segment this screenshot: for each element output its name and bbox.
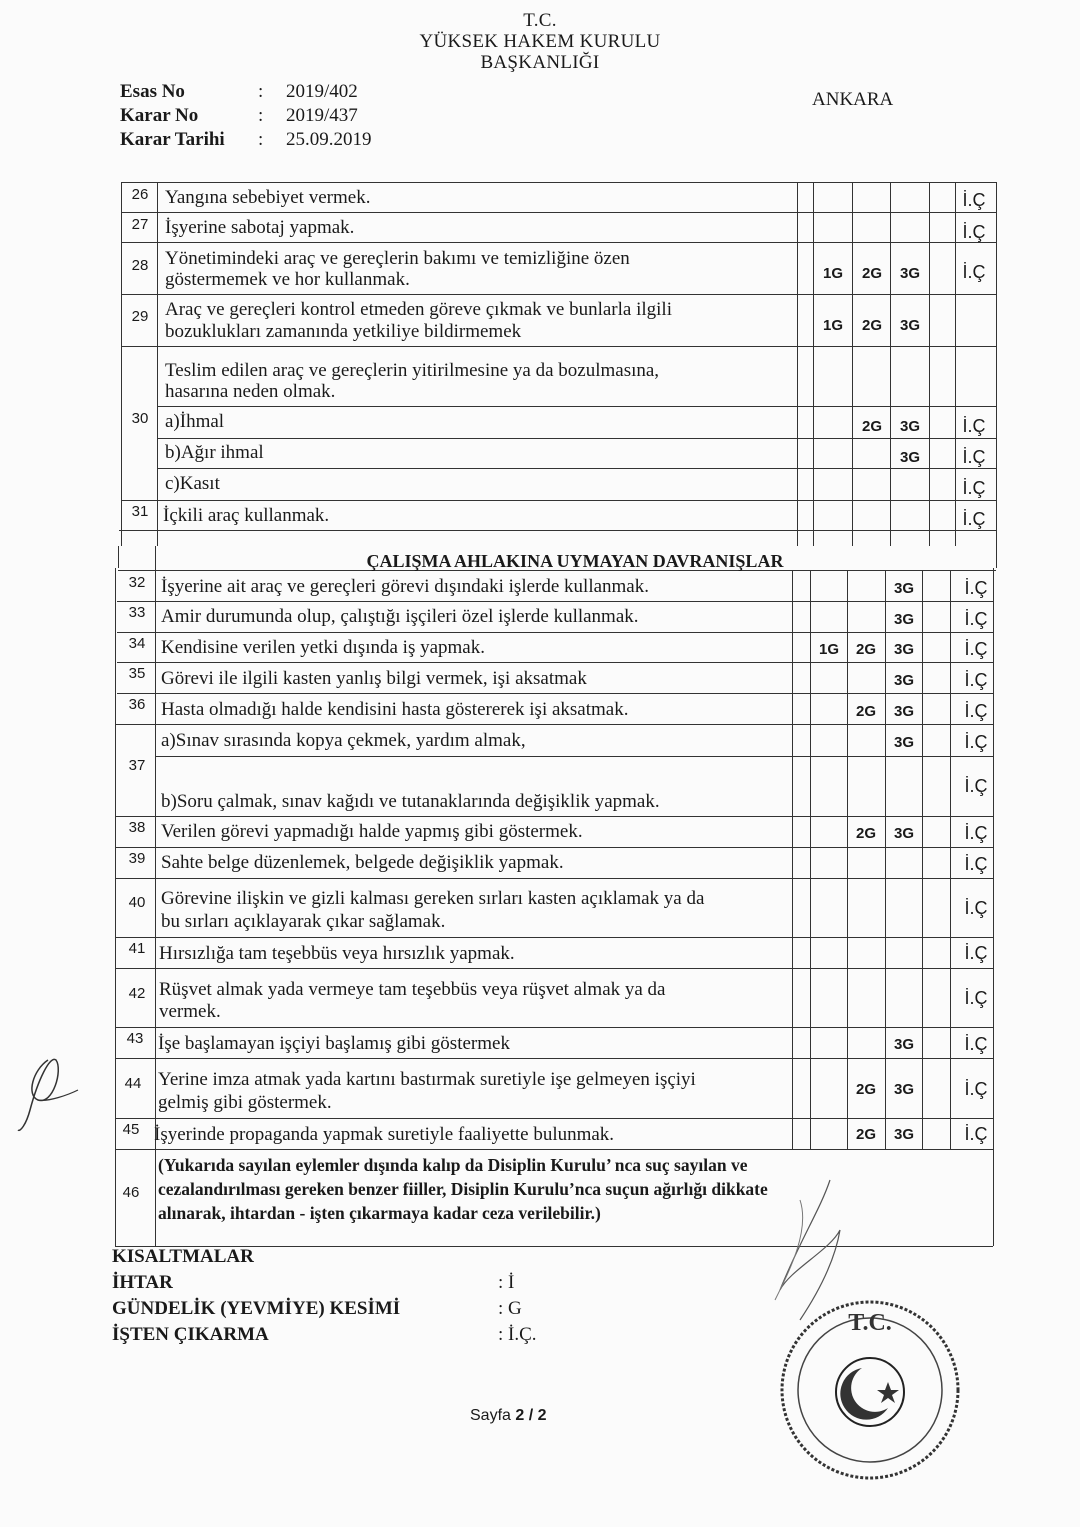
- row-number: 42: [128, 985, 146, 1002]
- row-rule: [121, 212, 997, 213]
- row-number: 30: [131, 410, 149, 427]
- row-description: Sahte belge düzenlemek, belgede değişiklik yapmak.: [161, 852, 564, 873]
- row-number: 31: [131, 503, 149, 520]
- row-description: Hırsızlığa tam teşebbüs veya hırsızlık yapmak.: [159, 943, 515, 964]
- abbreviation-code: : İ: [498, 1272, 515, 1293]
- penalty-ic: İ.Ç: [964, 898, 988, 918]
- abbreviation-code: : İ.Ç.: [498, 1324, 537, 1345]
- meta-value: 2019/402: [286, 81, 358, 102]
- meta-label: Esas No: [120, 81, 185, 102]
- col-divider: [797, 182, 798, 546]
- row-description: bozuklukları zamanında yetkiliye bildirmemek: [165, 321, 522, 342]
- penalty-ic: İ.Ç: [964, 1124, 988, 1144]
- col-divider: [813, 182, 814, 546]
- row-description: Kendisine verilen yetki dışında iş yapmak.: [161, 637, 485, 658]
- abbreviation-item: [112, 1322, 537, 1348]
- page-current: 2: [515, 1407, 525, 1424]
- page-total: 2: [537, 1407, 547, 1424]
- penalty-ic: İ.Ç: [964, 578, 988, 598]
- row-number: 29: [131, 308, 149, 325]
- row-number: 40: [128, 894, 146, 911]
- penalty-ic: İ.Ç: [962, 190, 986, 210]
- page-separator: /: [524, 1407, 538, 1424]
- abbreviation-item: [112, 1270, 537, 1296]
- penalty-ic: İ.Ç: [964, 823, 988, 843]
- row-rule: [116, 968, 994, 969]
- penalty-ic: İ.Ç: [964, 776, 988, 796]
- penalty-2g: 2G: [861, 418, 882, 435]
- penalty-ic: İ.Ç: [962, 478, 986, 498]
- row-rule: [121, 182, 997, 183]
- penalty-ic: İ.Ç: [964, 609, 988, 629]
- row-rule: [116, 937, 994, 938]
- col-divider: [929, 182, 930, 546]
- penalty-ic: İ.Ç: [964, 732, 988, 752]
- penalty-3g: 3G: [893, 641, 914, 658]
- row-description: bu sırları açıklayarak çıkar sağlamak.: [161, 911, 446, 932]
- row-rule: [117, 662, 994, 663]
- meta-colon: :: [258, 129, 264, 150]
- penalty-1g: 1G: [822, 265, 843, 282]
- meta-colon: :: [258, 81, 264, 102]
- case-meta: [120, 80, 372, 152]
- abbreviation-name: İŞTEN ÇIKARMA: [112, 1324, 269, 1345]
- row-description: Teslim edilen araç ve gereçlerin yitirilmesine ya da bozulmasına,: [165, 360, 660, 381]
- penalty-3g: 3G: [893, 611, 914, 628]
- penalty-3g: 3G: [899, 317, 920, 334]
- row-description: Verilen görevi yapmadığı halde yapmış gibi göstermek.: [161, 821, 583, 842]
- penalty-ic: İ.Ç: [964, 670, 988, 690]
- row-rule: [116, 847, 994, 848]
- meta-label: Karar Tarihi: [120, 129, 225, 150]
- penalty-ic: İ.Ç: [964, 701, 988, 721]
- row-description: İşe başlamayan işçiyi başlamış gibi göstermek: [158, 1033, 510, 1054]
- penalty-2g: 2G: [855, 703, 876, 720]
- row-rule: [117, 693, 994, 694]
- col-divider: [852, 182, 853, 546]
- penalty-3g: 3G: [893, 1036, 914, 1053]
- paraf-signature-icon: [8, 1050, 88, 1140]
- row-description: İşyerinde propaganda yapmak suretiyle faaliyette bulunmak.: [154, 1124, 615, 1145]
- penalty-ic: İ.Ç: [964, 1034, 988, 1054]
- penalty-1g: 1G: [822, 317, 843, 334]
- row-description: Yerine imza atmak yada kartını bastırmak suretiyle işe gelmeyen işçiyi: [158, 1069, 696, 1090]
- row-number: 37: [128, 757, 146, 774]
- row-number: 41: [128, 940, 146, 957]
- row-description: Rüşvet almak yada vermeye tam teşebbüs veya rüşvet almak ya da: [159, 979, 666, 1000]
- penalty-3g: 3G: [893, 580, 914, 597]
- row-description: İçkili araç kullanmak.: [163, 505, 330, 526]
- penalty-ic: İ.Ç: [964, 988, 988, 1008]
- row-rule: [121, 294, 997, 295]
- penalty-1g: 1G: [818, 641, 839, 658]
- row-rule: [116, 816, 994, 817]
- abbreviations: [112, 1244, 537, 1348]
- meta-value: 25.09.2019: [286, 129, 372, 150]
- penalty-2g: 2G: [855, 641, 876, 658]
- penalty-3g: 3G: [893, 734, 914, 751]
- header-line-1: T.C.: [523, 10, 557, 31]
- row-number: 33: [128, 604, 146, 621]
- row-description: Amir durumunda olup, çalıştığı işçileri özel işlerde kullanmak.: [161, 606, 639, 627]
- row-number: 27: [131, 216, 149, 233]
- row-rule: [116, 878, 994, 879]
- meta-row-tarih: [120, 128, 372, 152]
- row-description: Araç ve gereçleri kontrol etmeden göreve çıkmak ve bunlarla ilgili: [165, 299, 672, 320]
- sub-item-a: a)İhmal: [165, 411, 225, 432]
- row-rule: [119, 530, 997, 531]
- penalty-2g: 2G: [855, 1081, 876, 1098]
- row-number: 32: [128, 574, 146, 591]
- penalty-ic: İ.Ç: [964, 854, 988, 874]
- abbreviation-item: [112, 1296, 537, 1322]
- row-number: 45: [122, 1121, 140, 1138]
- penalty-ic: İ.Ç: [962, 416, 986, 436]
- row-description: Yönetimindeki araç ve gereçlerin bakımı ve temizliğine özen: [165, 248, 630, 269]
- meta-colon: :: [258, 105, 264, 126]
- row-rule: [157, 468, 997, 469]
- penalty-3g: 3G: [893, 1126, 914, 1143]
- penalty-3g: 3G: [893, 703, 914, 720]
- row-rule: [116, 724, 994, 725]
- city-label: ANKARA: [812, 89, 894, 110]
- table-border-left-top: [121, 182, 122, 546]
- seal-text: T.C.: [848, 1310, 892, 1336]
- abbreviations-title: KISALTMALAR: [112, 1246, 254, 1267]
- row-number: 36: [128, 696, 146, 713]
- penalty-ic: İ.Ç: [962, 262, 986, 282]
- row-description: gelmiş gibi göstermek.: [158, 1092, 332, 1113]
- row-rule: [155, 756, 994, 757]
- row-description: İşyerine ait araç ve gereçleri görevi dışındaki işlerde kullanmak.: [161, 576, 649, 597]
- meta-label: Karar No: [120, 105, 199, 126]
- abbreviation-code: : G: [498, 1298, 522, 1319]
- col-divider: [890, 182, 891, 546]
- table-border-left-mid: [118, 546, 119, 568]
- penalty-ic: İ.Ç: [962, 222, 986, 242]
- sub-item-b: b)Soru çalmak, sınav kağıdı ve tutanaklarında değişiklik yapmak.: [161, 791, 660, 812]
- row-rule: [116, 1149, 994, 1150]
- row-description: Görevi ile ilgili kasten yanlış bilgi vermek, işi aksatmak: [161, 668, 587, 689]
- header-line-2: YÜKSEK HAKEM KURULU: [419, 31, 661, 52]
- row-number: 44: [124, 1075, 142, 1092]
- row-rule: [157, 406, 997, 407]
- section-title: ÇALIŞMA AHLAKINA UYMAYAN DAVRANIŞLAR: [366, 551, 784, 571]
- col-divider: [792, 570, 793, 1150]
- row-number: 43: [126, 1030, 144, 1047]
- row-number: 39: [128, 850, 146, 867]
- penalty-3g: 3G: [893, 672, 914, 689]
- row-description: Görevine ilişkin ve gizli kalması gereken sırları kasten açıklamak ya da: [161, 888, 705, 909]
- penalty-ic: İ.Ç: [964, 1079, 988, 1099]
- penalty-ic: İ.Ç: [964, 639, 988, 659]
- row-rule: [116, 1027, 994, 1028]
- row-number: 46: [122, 1184, 140, 1201]
- row-number: 28: [131, 257, 149, 274]
- row-rule: [117, 632, 994, 633]
- row-description: vermek.: [159, 1001, 221, 1022]
- row-rule: [116, 1118, 994, 1119]
- row-description: göstermemek ve hor kullanmak.: [165, 269, 410, 290]
- row-rule: [121, 346, 997, 347]
- penalty-3g: 3G: [893, 1081, 914, 1098]
- row-description: İşyerine sabotaj yapmak.: [165, 217, 355, 238]
- penalty-3g: 3G: [893, 825, 914, 842]
- sub-item-c: c)Kasıt: [165, 473, 220, 494]
- row-number: 34: [128, 635, 146, 652]
- row-number: 35: [128, 665, 146, 682]
- num-col-divider: [157, 182, 158, 546]
- penalty-ic: İ.Ç: [962, 509, 986, 529]
- penalty-2g: 2G: [855, 1126, 876, 1143]
- penalty-ic: İ.Ç: [962, 447, 986, 467]
- general-clause-line: (Yukarıda sayılan eylemler dışında kalıp da Disiplin Kurulu’ nca suç sayılan ve: [158, 1155, 748, 1175]
- sub-item-a: a)Sınav sırasında kopya çekmek, yardım almak,: [161, 730, 526, 751]
- penalty-2g: 2G: [861, 317, 882, 334]
- row-number: 38: [128, 819, 146, 836]
- penalty-3g: 3G: [899, 418, 920, 435]
- official-seal-icon: [770, 1290, 970, 1490]
- institution-header: [380, 10, 700, 73]
- header-line-3: BAŞKANLIĞI: [480, 52, 600, 73]
- page-number: [470, 1407, 547, 1425]
- meta-row-esas: [120, 80, 372, 104]
- table-border-left-bottom: [115, 568, 116, 1246]
- penalty-3g: 3G: [899, 265, 920, 282]
- abbreviation-name: İHTAR: [112, 1272, 173, 1293]
- penalty-ic: İ.Ç: [964, 943, 988, 963]
- penalty-2g: 2G: [855, 825, 876, 842]
- row-number: 26: [131, 186, 149, 203]
- meta-row-karar: [120, 104, 372, 128]
- row-rule: [116, 1058, 994, 1059]
- penalty-2g: 2G: [861, 265, 882, 282]
- sub-item-b: b)Ağır ihmal: [165, 442, 264, 463]
- page-label: Sayfa: [470, 1407, 511, 1424]
- row-rule: [117, 601, 994, 602]
- row-rule: [157, 438, 997, 439]
- abbreviation-name: GÜNDELİK (YEVMİYE) KESİMİ: [112, 1298, 401, 1319]
- row-rule: [121, 242, 997, 243]
- row-description: Yangına sebebiyet vermek.: [165, 187, 371, 208]
- general-clause-line: cezalandırılması gereken benzer fiiller, Disiplin Kurulu’nca suçun ağırlığı dikkate: [158, 1179, 768, 1199]
- row-description: hasarına neden olmak.: [165, 381, 336, 402]
- meta-value: 2019/437: [286, 105, 358, 126]
- row-description: Hasta olmadığı halde kendisini hasta göstererek işi aksatmak.: [161, 699, 629, 720]
- penalty-3g: 3G: [899, 449, 920, 466]
- general-clause-line: alınarak, ihtardan - işten çıkarmaya kadar ceza verilebilir.): [158, 1203, 601, 1223]
- row-rule: [121, 500, 997, 501]
